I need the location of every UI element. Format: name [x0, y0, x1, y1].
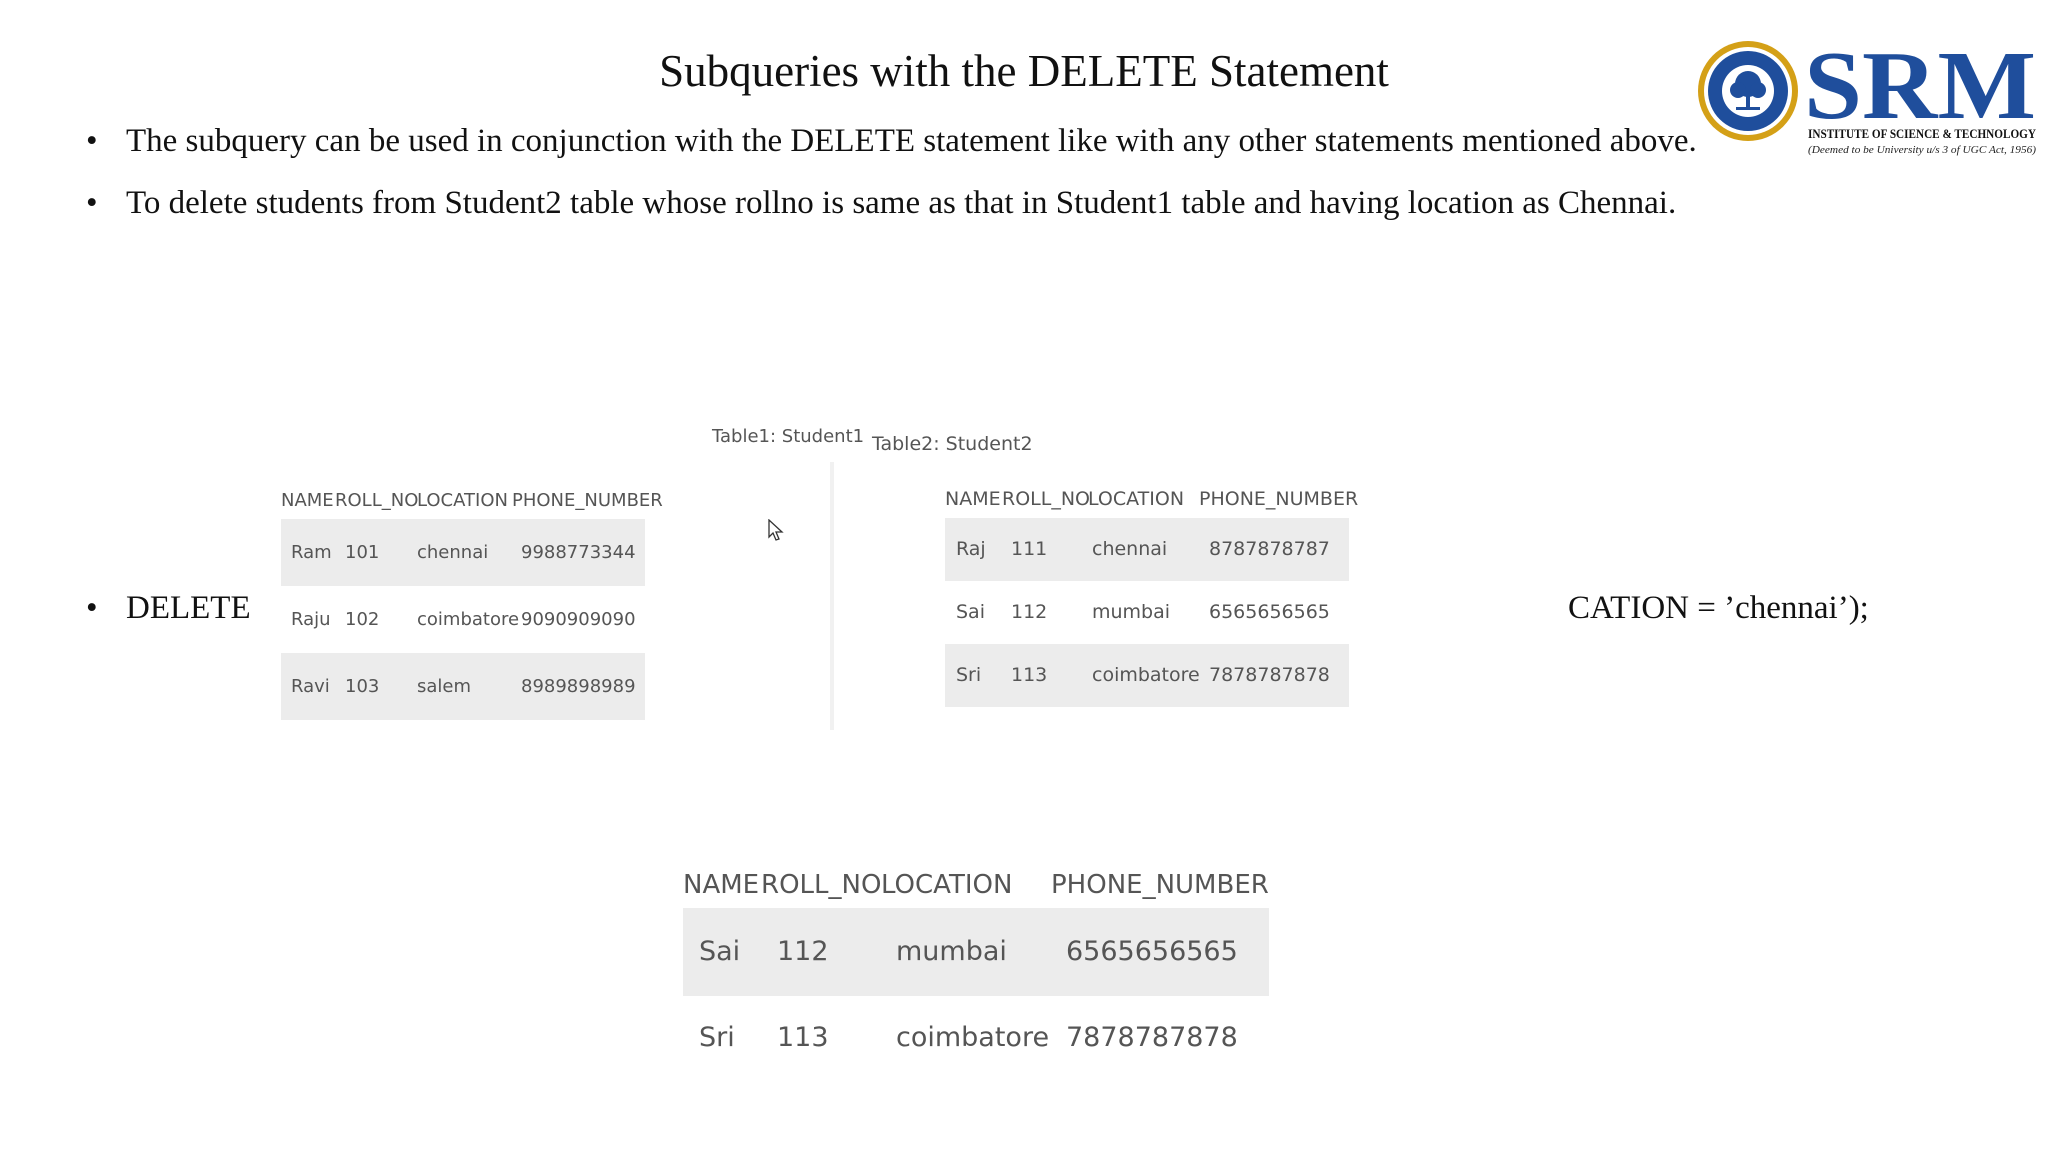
- table-row: [945, 581, 1349, 644]
- cell: 7878787878: [1209, 664, 1330, 686]
- student2-table: [945, 488, 1359, 706]
- column-header: PHONE_NUMBER: [512, 490, 663, 511]
- column-header: NAME: [281, 490, 334, 511]
- cell: 8989898989: [521, 676, 636, 697]
- cell: 102: [345, 609, 380, 630]
- cell: Sri: [956, 664, 982, 686]
- table2-caption: Table2: Student2: [872, 433, 1033, 455]
- column-header: PHONE_NUMBER: [1199, 488, 1359, 510]
- cell: Raju: [291, 609, 331, 630]
- cell: Ram: [291, 542, 332, 563]
- cell: Raj: [956, 538, 986, 560]
- panel-divider: [830, 462, 834, 730]
- column-header: LOCATION: [881, 870, 1013, 900]
- cell: 103: [345, 676, 380, 697]
- table-row: [281, 653, 645, 720]
- slide-title: Subqueries with the DELETE Statement: [659, 46, 1389, 96]
- table-row: [945, 644, 1349, 707]
- cell: 9090909090: [521, 609, 636, 630]
- cell: 112: [777, 936, 829, 967]
- column-header: ROLL_NO: [1002, 488, 1090, 510]
- cell: Sri: [699, 1022, 735, 1053]
- table-row: [281, 586, 645, 653]
- student1-table: [281, 490, 663, 720]
- bullet-2-text: To delete students from Student2 table whose rollno is same as that in Student1 table and having location as Chennai.: [126, 185, 1677, 221]
- mouse-cursor-icon: [768, 519, 784, 548]
- result-table: [683, 870, 1269, 1070]
- bullet-dot: •: [86, 185, 98, 221]
- cell: 9988773344: [521, 542, 636, 563]
- bullet-dot: •: [86, 123, 98, 159]
- cell: 113: [777, 1022, 829, 1053]
- cell: 6565656565: [1066, 936, 1238, 967]
- cell: mumbai: [896, 936, 1007, 967]
- logo-tagline: (Deemed to be University u/s 3 of UGC Act, 1956): [1808, 145, 2037, 156]
- column-header: NAME: [945, 488, 1001, 510]
- table-row: [945, 518, 1349, 581]
- column-header: LOCATION: [417, 490, 508, 511]
- column-header: ROLL_NO: [761, 870, 882, 900]
- cell: 111: [1011, 538, 1048, 560]
- bullet-3: [86, 590, 251, 627]
- cell: Sai: [956, 601, 985, 623]
- cell: 101: [345, 542, 380, 563]
- table-row: [683, 994, 1269, 1082]
- bullet-3-text-start: DELETE: [126, 590, 251, 626]
- cell: 7878787878: [1066, 1022, 1238, 1053]
- cell: coimbatore: [417, 609, 520, 630]
- cell: salem: [417, 676, 472, 697]
- cell: chennai: [1092, 538, 1168, 560]
- bullet-3-text-end: CATION = ’chennai’);: [1568, 590, 1869, 626]
- cell: coimbatore: [896, 1022, 1050, 1053]
- table1-caption: Table1: Student1: [712, 426, 865, 447]
- table-row: [683, 908, 1269, 996]
- column-header: LOCATION: [1088, 488, 1185, 510]
- bullet-dot: •: [86, 590, 98, 626]
- cell: mumbai: [1092, 601, 1171, 623]
- bullet-1-text: The subquery can be used in conjunction with the DELETE statement like with any other statements mentioned above.: [126, 123, 1697, 159]
- cell: Ravi: [291, 676, 330, 697]
- cell: 8787878787: [1209, 538, 1330, 560]
- cell: chennai: [417, 542, 489, 563]
- bullet-1: [86, 123, 1697, 160]
- logo-subtitle: INSTITUTE OF SCIENCE & TECHNOLOGY: [1808, 126, 2037, 141]
- bullet-2: [86, 185, 1676, 222]
- cell: 113: [1011, 664, 1048, 686]
- column-header: ROLL_NO: [335, 490, 419, 511]
- cell: coimbatore: [1092, 664, 1200, 686]
- cell: Sai: [699, 936, 741, 967]
- cell: 112: [1011, 601, 1048, 623]
- logo-name: SRM: [1804, 38, 2036, 140]
- column-header: NAME: [683, 870, 760, 900]
- srm-logo: [1692, 38, 2042, 158]
- cell: 6565656565: [1209, 601, 1330, 623]
- table-row: [281, 519, 645, 586]
- column-header: PHONE_NUMBER: [1051, 870, 1269, 900]
